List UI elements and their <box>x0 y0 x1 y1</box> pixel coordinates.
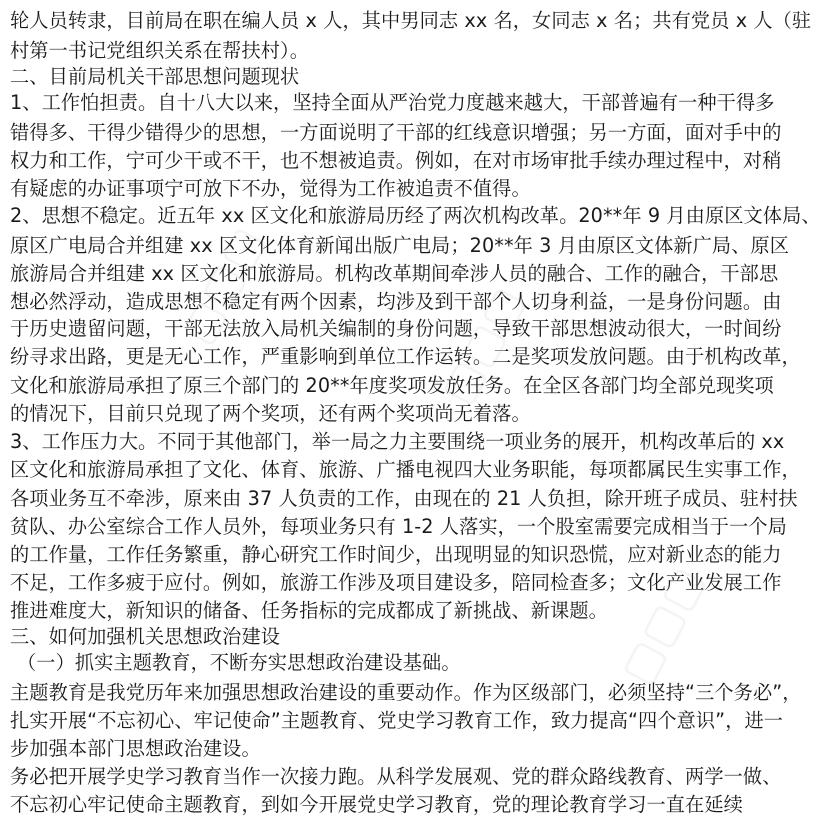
watermark-mark: ▢▢▢ <box>610 558 715 693</box>
section-heading: 二、目前局机关干部思想问题现状 <box>10 65 300 88</box>
text-line: 3、工作压力大。不同于其他部门，举一局之力主要围绕一项业务的展开，机构改革后的 xx <box>10 430 785 453</box>
text-line: 各项业务互不牵涉，原来由 37 人负责的工作，由现在的 21 人负担，除开班子成员、驻村扶 <box>10 487 798 510</box>
text-line: 不忘初心牢记使命主题教育，到如今开展党史学习教育，党的理论教育学习一直在延续 <box>10 793 743 816</box>
text-line: 主题教育是我党历年来加强思想政治建设的重要动作。作为区级部门，必须坚持“三个务必”， <box>10 681 802 704</box>
text-line: 贫队、办公室综合工作人员外，每项业务只有 1-2 人落实，一个股室需要完成相当于一个局 <box>10 515 787 538</box>
text-line: 扎实开展“不忘初心、牢记使命”主题教育、党史学习教育工作，致力提高“四个意识”，进一 <box>10 709 784 732</box>
text-line: 不足，工作多疲于应付。例如，旅游工作涉及项目建设多，陪同检查多；文化产业发展工作 <box>10 571 782 594</box>
text-line: 权力和工作，宁可少干或不干，也不想被追责。例如，在对市场审批手续办理过程中，对稍 <box>10 149 782 172</box>
text-line: 1、工作怕担责。自十八大以来，坚持全面从严治党力度越来越大，干部普遍有一种干得多 <box>10 91 775 114</box>
watermark-mark: ▢▢▢ <box>170 218 275 353</box>
text-line: 原区广电局合并组建 xx 区文化体育新闻出版广电局；20**年 3 月由原区文体新广局、原区 <box>10 234 790 257</box>
text-line: 步加强本部门思想政治建设。 <box>10 737 261 760</box>
text-line: 轮人员转隶，目前局在职在编人员 x 人，其中男同志 xx 名，女同志 x 名；共有党员 x 人（驻 <box>10 9 812 32</box>
text-line: 区文化和旅游局承担了文化、体育、旅游、广播电视四大业务职能，每项都属民生实事工作， <box>10 458 801 481</box>
watermark-mark: ▢▢▢ <box>430 278 535 413</box>
text-line: 的情况下，目前只兑现了两个奖项，还有两个奖项尚无着落。 <box>10 402 531 425</box>
subsection-heading: （一）抓实主题教育，不断夯实思想政治建设基础。 <box>17 651 461 674</box>
text-line: 想必然浮动，造成思想不稳定有两个因素，均涉及到干部个人切身利益，一是身份问题。由 <box>10 290 782 313</box>
text-line: 的工作量，工作任务繁重，静心研究工作时间少，出现明显的知识恐慌，应对新业态的能力 <box>10 543 782 566</box>
text-line: 村第一书记党组织关系在帮扶村）。 <box>10 39 309 62</box>
text-line: 2、思想不稳定。近五年 xx 区文化和旅游局历经了两次机构改革。20**年 9 月由原区文体局、 <box>10 204 821 227</box>
text-line: 错得多、干得少错得少的思想，一方面说明了干部的红线意识增强；另一方面，面对手中的 <box>10 121 782 144</box>
text-line: 推进难度大，新知识的储备、任务指标的完成都成了新挑战、新课题。 <box>10 599 608 622</box>
text-line: 旅游局合并组建 xx 区文化和旅游局。机构改革期间牵涉人员的融合、工作的融合，干部思 <box>10 262 779 285</box>
text-line: 务必把开展学史学习教育当作一次接力跑。从科学发展观、党的群众路线教育、两学一做、 <box>10 765 782 788</box>
text-line: 于历史遗留问题，干部无法放入局机关编制的身份问题，导致干部思想波动很大，一时间纷 <box>10 317 782 340</box>
text-line: 有疑虑的办证事项宁可放下不办，觉得为工作被追责不值得。 <box>10 177 531 200</box>
text-line: 文化和旅游局承担了原三个部门的 20**年度奖项发放任务。在全区各部门均全部兑现奖项 <box>10 374 774 397</box>
text-line: 纷寻求出路，更是无心工作，严重影响到单位工作运转。二是奖项发放问题。由于机构改革， <box>10 345 801 368</box>
section-heading: 三、如何加强机关思想政治建设 <box>10 625 281 648</box>
